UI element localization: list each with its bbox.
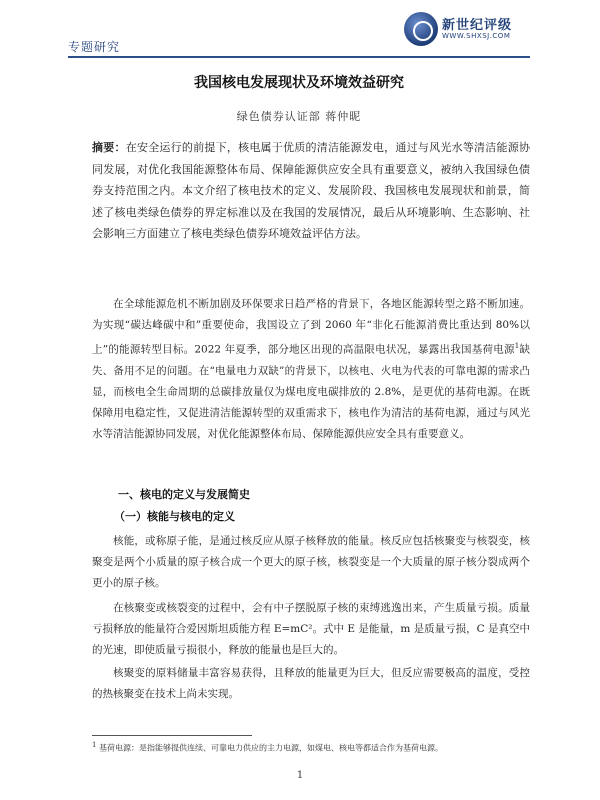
section-heading: 一、核电的定义与发展简史	[118, 488, 250, 501]
footnote-divider	[92, 735, 252, 736]
abstract-label: 摘要：	[92, 141, 126, 154]
body-paragraph-3: 核聚变的原料储量丰富容易获得，且释放的能量更为巨大，但反应需要极高的温度，受控的热核聚变在技术上尚未实现。	[92, 667, 530, 700]
document-author: 绿色债券认证部 蒋仲昵	[236, 110, 362, 123]
page-number: 1	[296, 770, 304, 781]
publisher-logo	[404, 12, 534, 52]
document-title: 我国核电发展现状及环境效益研究	[194, 75, 404, 91]
section-label: 专题研究	[68, 40, 121, 54]
logo-url: WWW.SHXSJ.COM	[442, 32, 511, 40]
intro-text-rest: 缺失、备用不足的问题。在“电量电力双缺”的背景下，以核电、火电为代表的可靠电源的需求凸显，而核电全生命周期的总碳排放量仅为煤电度电碳排放的 2.8%，是更优的基荷电源。在既保障用电稳定性，又促进清洁能源转型的双重需求下，核电作为清洁的基荷电源，通过与风光水等清洁能源协同发展，对优化能源整体布局、保障能源供应安全具有重要意义。	[92, 343, 530, 440]
footnote-marker: 1	[92, 741, 97, 749]
intro-text: 在全球能源危机不断加剧及环保要求日趋严格的背景下，各地区能源转型之路不断加速。为实现“碳达峰碳中和”重要使命，我国设立了到 2060 年“非化石能源消费比重达到 80%以上”的能源转型目标。2022 年夏季，部分地区出现的高温限电状况，暴露出我国基荷电源	[92, 298, 530, 356]
footnote-ref[interactable]: 1	[514, 342, 520, 350]
logo-name: 新世纪评级	[442, 18, 513, 33]
intro-paragraph	[92, 294, 530, 445]
subsection-heading: （一）核能与核电的定义	[114, 510, 235, 523]
body-paragraph-2: 在核聚变或核裂变的过程中，会有中子摆脱原子核的束缚逃逸出来，产生质量亏损。质量亏损释放的能量符合爱因斯坦质能方程 E=mC²。式中 E 是能量，m 是质量亏损，C 是真空中的光速，即使质量亏损很小，释放的能量也是巨大的。	[92, 602, 531, 656]
footnote-text: 基荷电源：是指能够提供连续、可靠电力供应的主力电源，如煤电、核电等都适合作为基荷电源。	[99, 743, 444, 753]
globe-icon	[404, 12, 438, 46]
abstract-text: 在安全运行的前提下，核电属于优质的清洁能源发电，通过与风光水等清洁能源协同发展，对优化我国能源整体布局、保障能源供应安全具有重要意义，被纳入我国绿色债券支持范围之内。本文介绍了核电技术的定义、发展阶段、我国核电发展现状和前景，简述了核电类绿色债券的界定标准以及在我国的发展情况，最后从环境影响、生态影响、社会影响三方面建立了核电类绿色债券环境效益评估方法。	[92, 141, 531, 240]
header-divider	[68, 56, 530, 58]
body-paragraph-1: 核能，或称原子能，是通过核反应从原子核释放的能量。核反应包括核聚变与核裂变，核聚变是两个小质量的原子核合成一个更大的原子核，核裂变是一个大质量的原子核分裂成两个更小的原子核。	[92, 535, 530, 589]
footnote	[92, 741, 530, 754]
abstract	[92, 137, 530, 245]
